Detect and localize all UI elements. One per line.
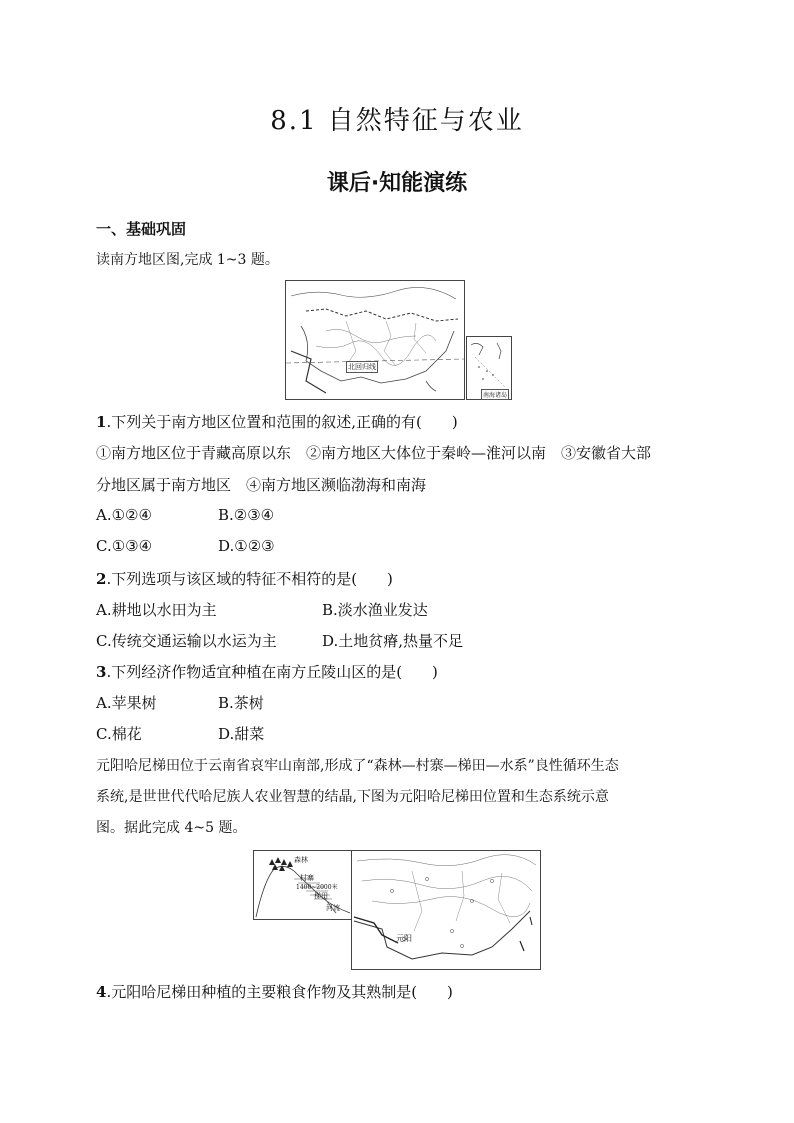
yuanyang-location-map <box>351 850 541 970</box>
terrace-ecosystem-diagram <box>253 850 353 920</box>
question-2-number: 2 <box>96 570 107 588</box>
question-2-stem <box>96 568 393 589</box>
question-3-option-c: C.棉花 <box>96 725 142 743</box>
question-1-stem <box>96 411 458 432</box>
terrace-label: 梯田 <box>314 892 328 900</box>
inset-label: 南海诸岛 <box>481 389 509 400</box>
question-2-text: .下列选项与该区域的特征不相符的是( ) <box>106 570 393 588</box>
question-1-text: .下列关于南方地区位置和范围的叙述,正确的有( ) <box>106 413 458 431</box>
section-heading: 一、基础巩固 <box>96 220 187 238</box>
south-sea-inset-map <box>466 336 512 400</box>
altitude-label: 1400~2000米 <box>296 884 338 891</box>
question-4-stem <box>96 981 453 1002</box>
question-4-number: 4 <box>96 983 107 1001</box>
question-1-option-c: C.①③④ <box>96 537 153 555</box>
question-3-option-b: B.茶树 <box>218 694 264 712</box>
tropic-label: 北回归线 <box>348 363 376 371</box>
question-3-stem <box>96 661 438 682</box>
forest-label: 森林 <box>294 856 308 864</box>
question-3-option-a: A.苹果树 <box>96 694 157 712</box>
question-3-option-d: D.甜菜 <box>218 725 265 743</box>
intro-text: 读南方地区图,完成 1~3 题。 <box>96 252 279 268</box>
south-china-map <box>285 280 465 400</box>
question-1-line2: 分地区属于南方地区 ④南方地区濒临渤海和南海 <box>96 476 427 494</box>
question-4-text: .元阳哈尼梯田种植的主要粮食作物及其熟制是( ) <box>106 983 453 1001</box>
page-subtitle: 课后·知能演练 <box>326 171 468 196</box>
page-title: 8.1 自然特征与农业 <box>270 106 524 136</box>
question-2-option-b: B.淡水渔业发达 <box>322 601 428 619</box>
question-3-text: .下列经济作物适宜种植在南方丘陵山区的是( ) <box>106 663 438 681</box>
question-1-option-b: B.②③④ <box>218 506 275 524</box>
intro-2-line3: 图。据此完成 4~5 题。 <box>96 820 247 836</box>
question-1-number: 1 <box>96 413 107 431</box>
question-1-option-a: A.①②④ <box>96 506 152 524</box>
village-label: 村寨 <box>300 874 314 882</box>
river-label: 河流 <box>326 904 340 912</box>
intro-2-line1: 元阳哈尼梯田位于云南省哀牢山南部,形成了“森林—村寨—梯田—水系”良性循环生态 <box>96 758 619 774</box>
question-3-number: 3 <box>96 663 107 681</box>
intro-2-line2: 系统,是世世代代哈尼族人农业智慧的结晶,下图为元阳哈尼梯田位置和生态系统示意 <box>96 789 609 805</box>
question-2-option-d: D.土地贫瘠,热量不足 <box>322 632 464 650</box>
question-2-option-a: A.耕地以水田为主 <box>96 601 217 619</box>
question-2-option-c: C.传统交通运输以水运为主 <box>96 632 277 650</box>
question-1-line1: ①南方地区位于青藏高原以东 ②南方地区大体位于秦岭—淮河以南 ③安徽省大部 <box>96 444 652 462</box>
question-1-option-d: D.①②③ <box>218 537 275 555</box>
yuanyang-label: 元阳 <box>396 934 412 943</box>
